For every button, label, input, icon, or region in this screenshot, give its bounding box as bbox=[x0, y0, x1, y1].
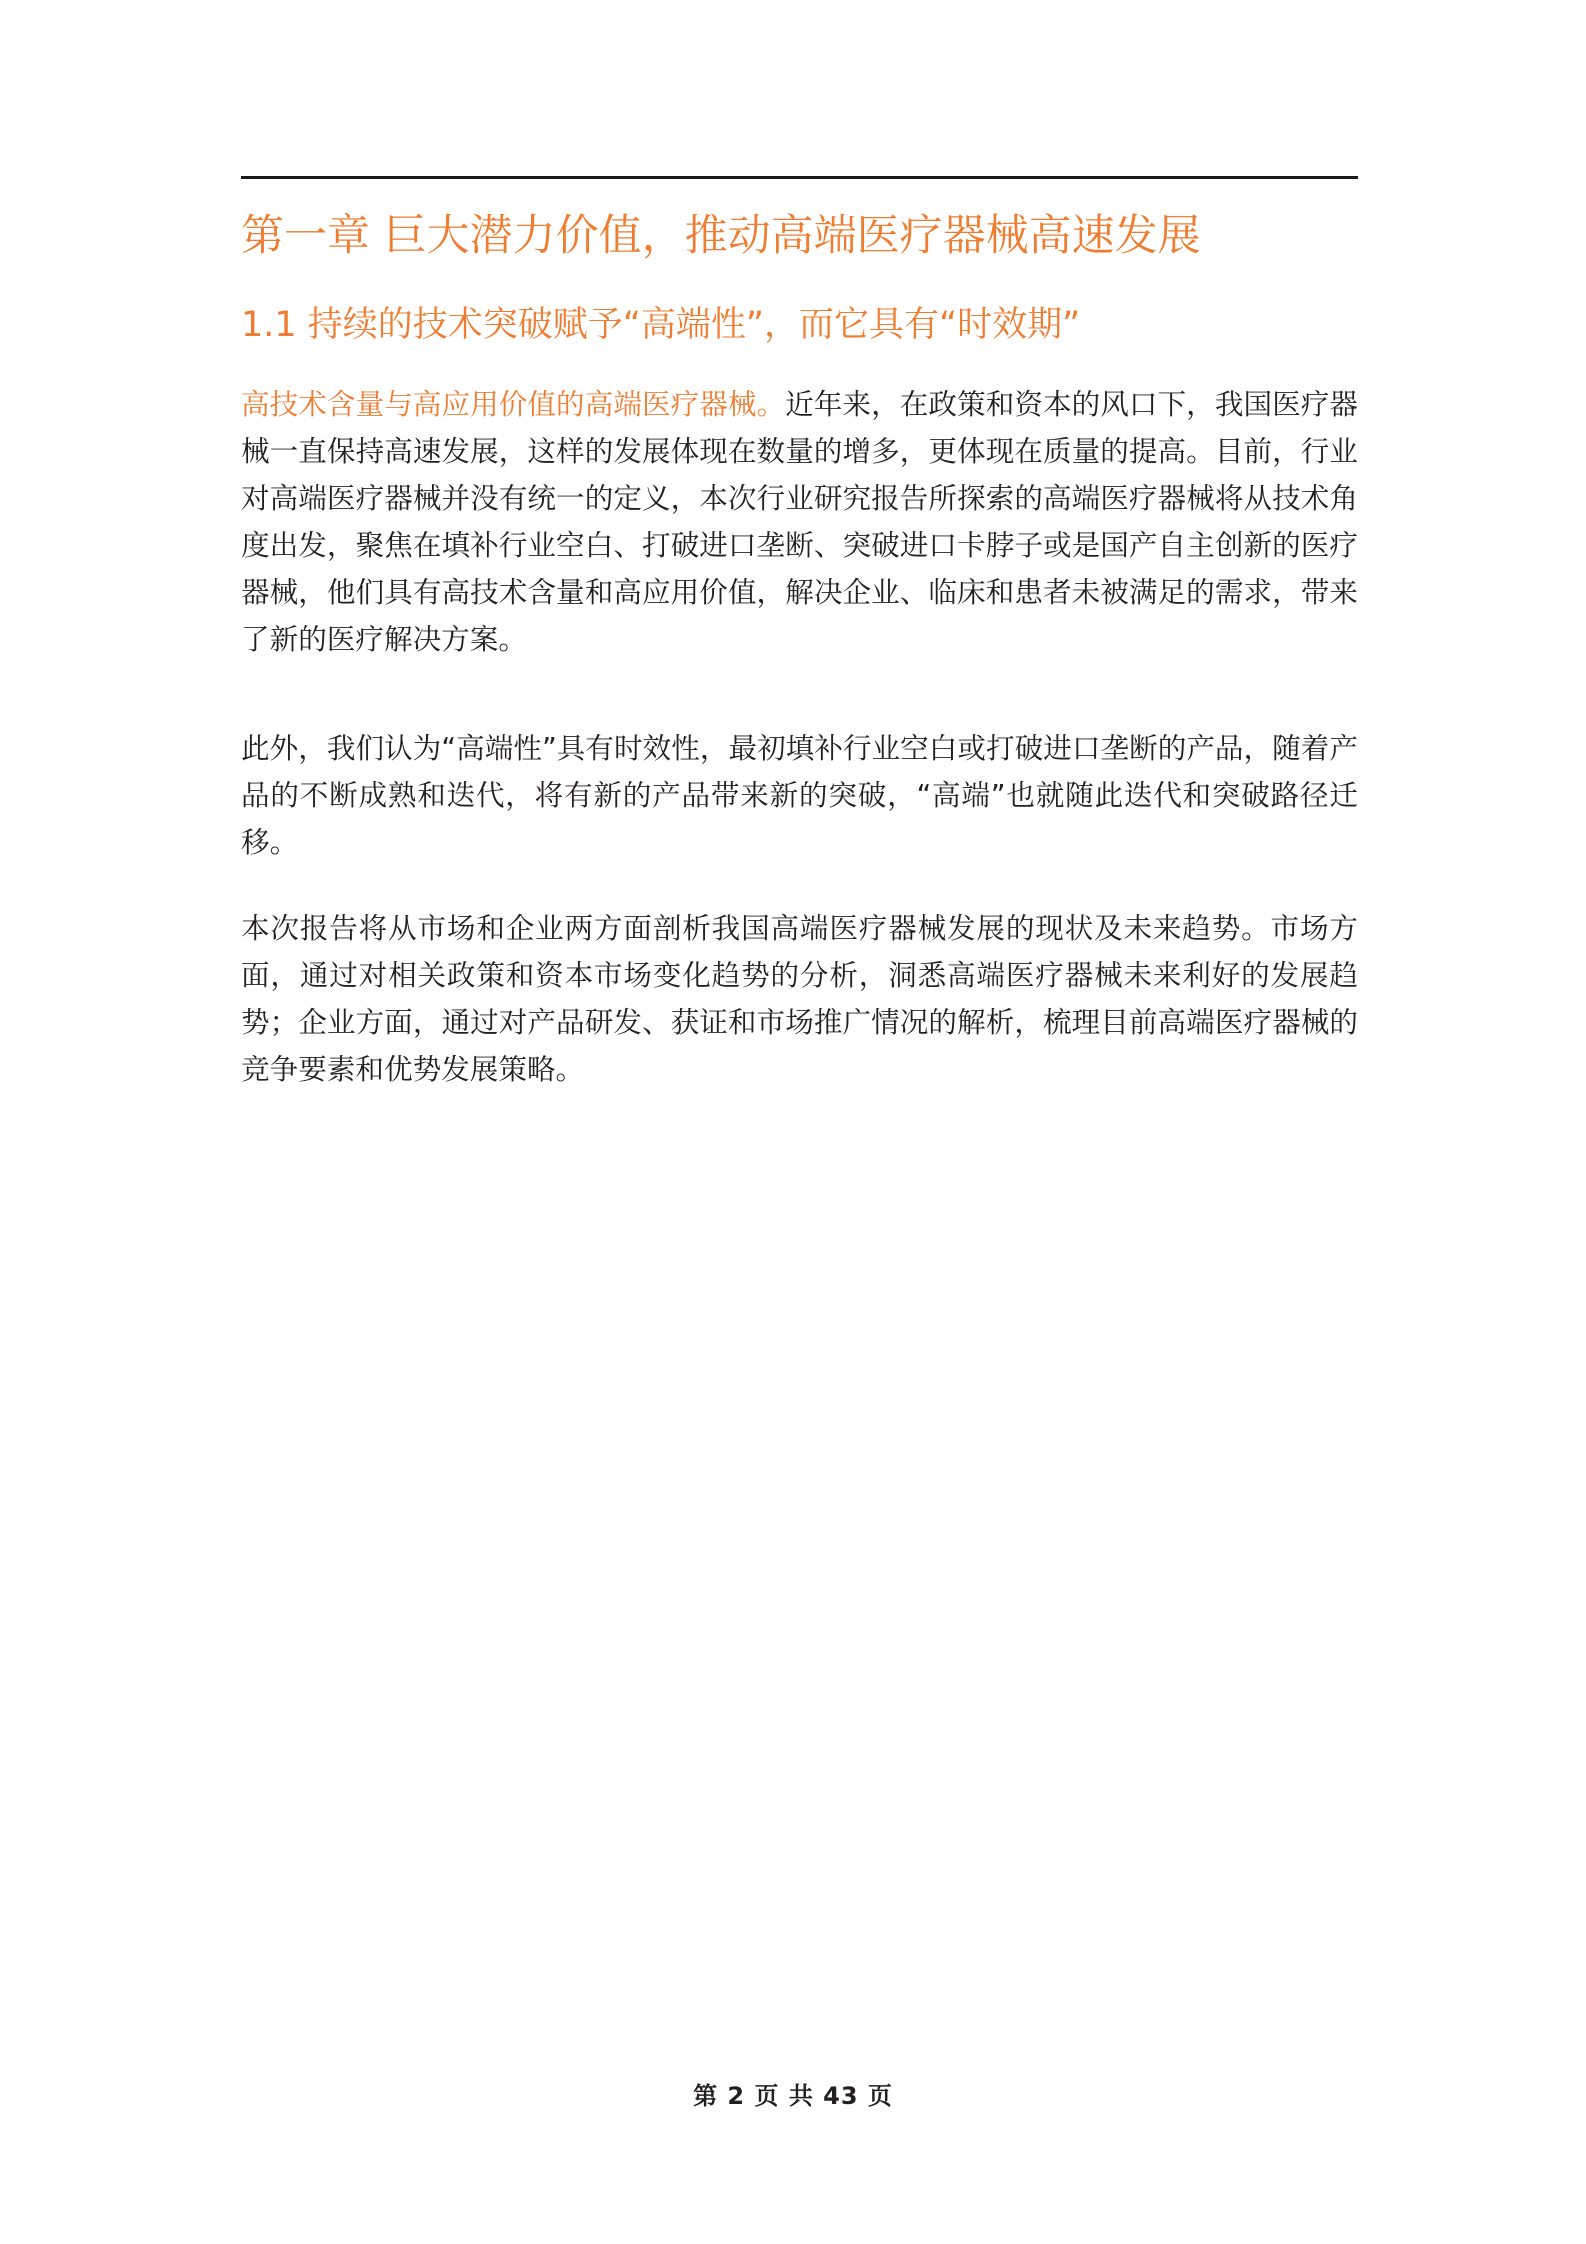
page-number: 第 2 页 共 43 页 bbox=[693, 2082, 893, 2110]
section-title: 1.1 持续的技术突破赋予“高端性”，而它具有“时效期” bbox=[241, 305, 1081, 345]
paragraph-intro-highlight: 高技术含量与高应用价值的高端医疗器械。 bbox=[241, 387, 786, 421]
paragraph-intro bbox=[241, 381, 1358, 663]
paragraph-report-scope: 本次报告将从市场和企业两方面剖析我国高端医疗器械发展的现状及未来趋势。市场方面，通过对相关政策和资本市场变化趋势的分析，洞悉高端医疗器械未来利好的发展趋势；企业方面，通过对产品研发、获证和市场推广情况的解析，梳理目前高端医疗器械的竞争要素和优势发展策略。 bbox=[241, 911, 1358, 1086]
paragraph-intro-body: 近年来，在政策和资本的风口下，我国医疗器械一直保持高速发展，这样的发展体现在数量的增多，更体现在质量的提高。目前，行业对高端医疗器械并没有统一的定义，本次行业研究报告所探索的高端医疗器械将从技术角度出发，聚焦在填补行业空白、打破进口垄断、突破进口卡脖子或是国产自主创新的医疗器械，他们具有高技术含量和高应用价值，解决企业、临床和患者未被满足的需求，带来了新的医疗解决方案。 bbox=[241, 387, 1358, 656]
paragraph-timeliness: 此外，我们认为“高端性”具有时效性，最初填补行业空白或打破进口垄断的产品，随着产品的不断成熟和迭代，将有新的产品带来新的突破，“高端”也就随此迭代和突破路径迁移。 bbox=[241, 731, 1358, 859]
header-rule bbox=[241, 176, 1358, 179]
chapter-title: 第一章 巨大潜力价值，推动高端医疗器械高速发展 bbox=[241, 211, 1201, 261]
